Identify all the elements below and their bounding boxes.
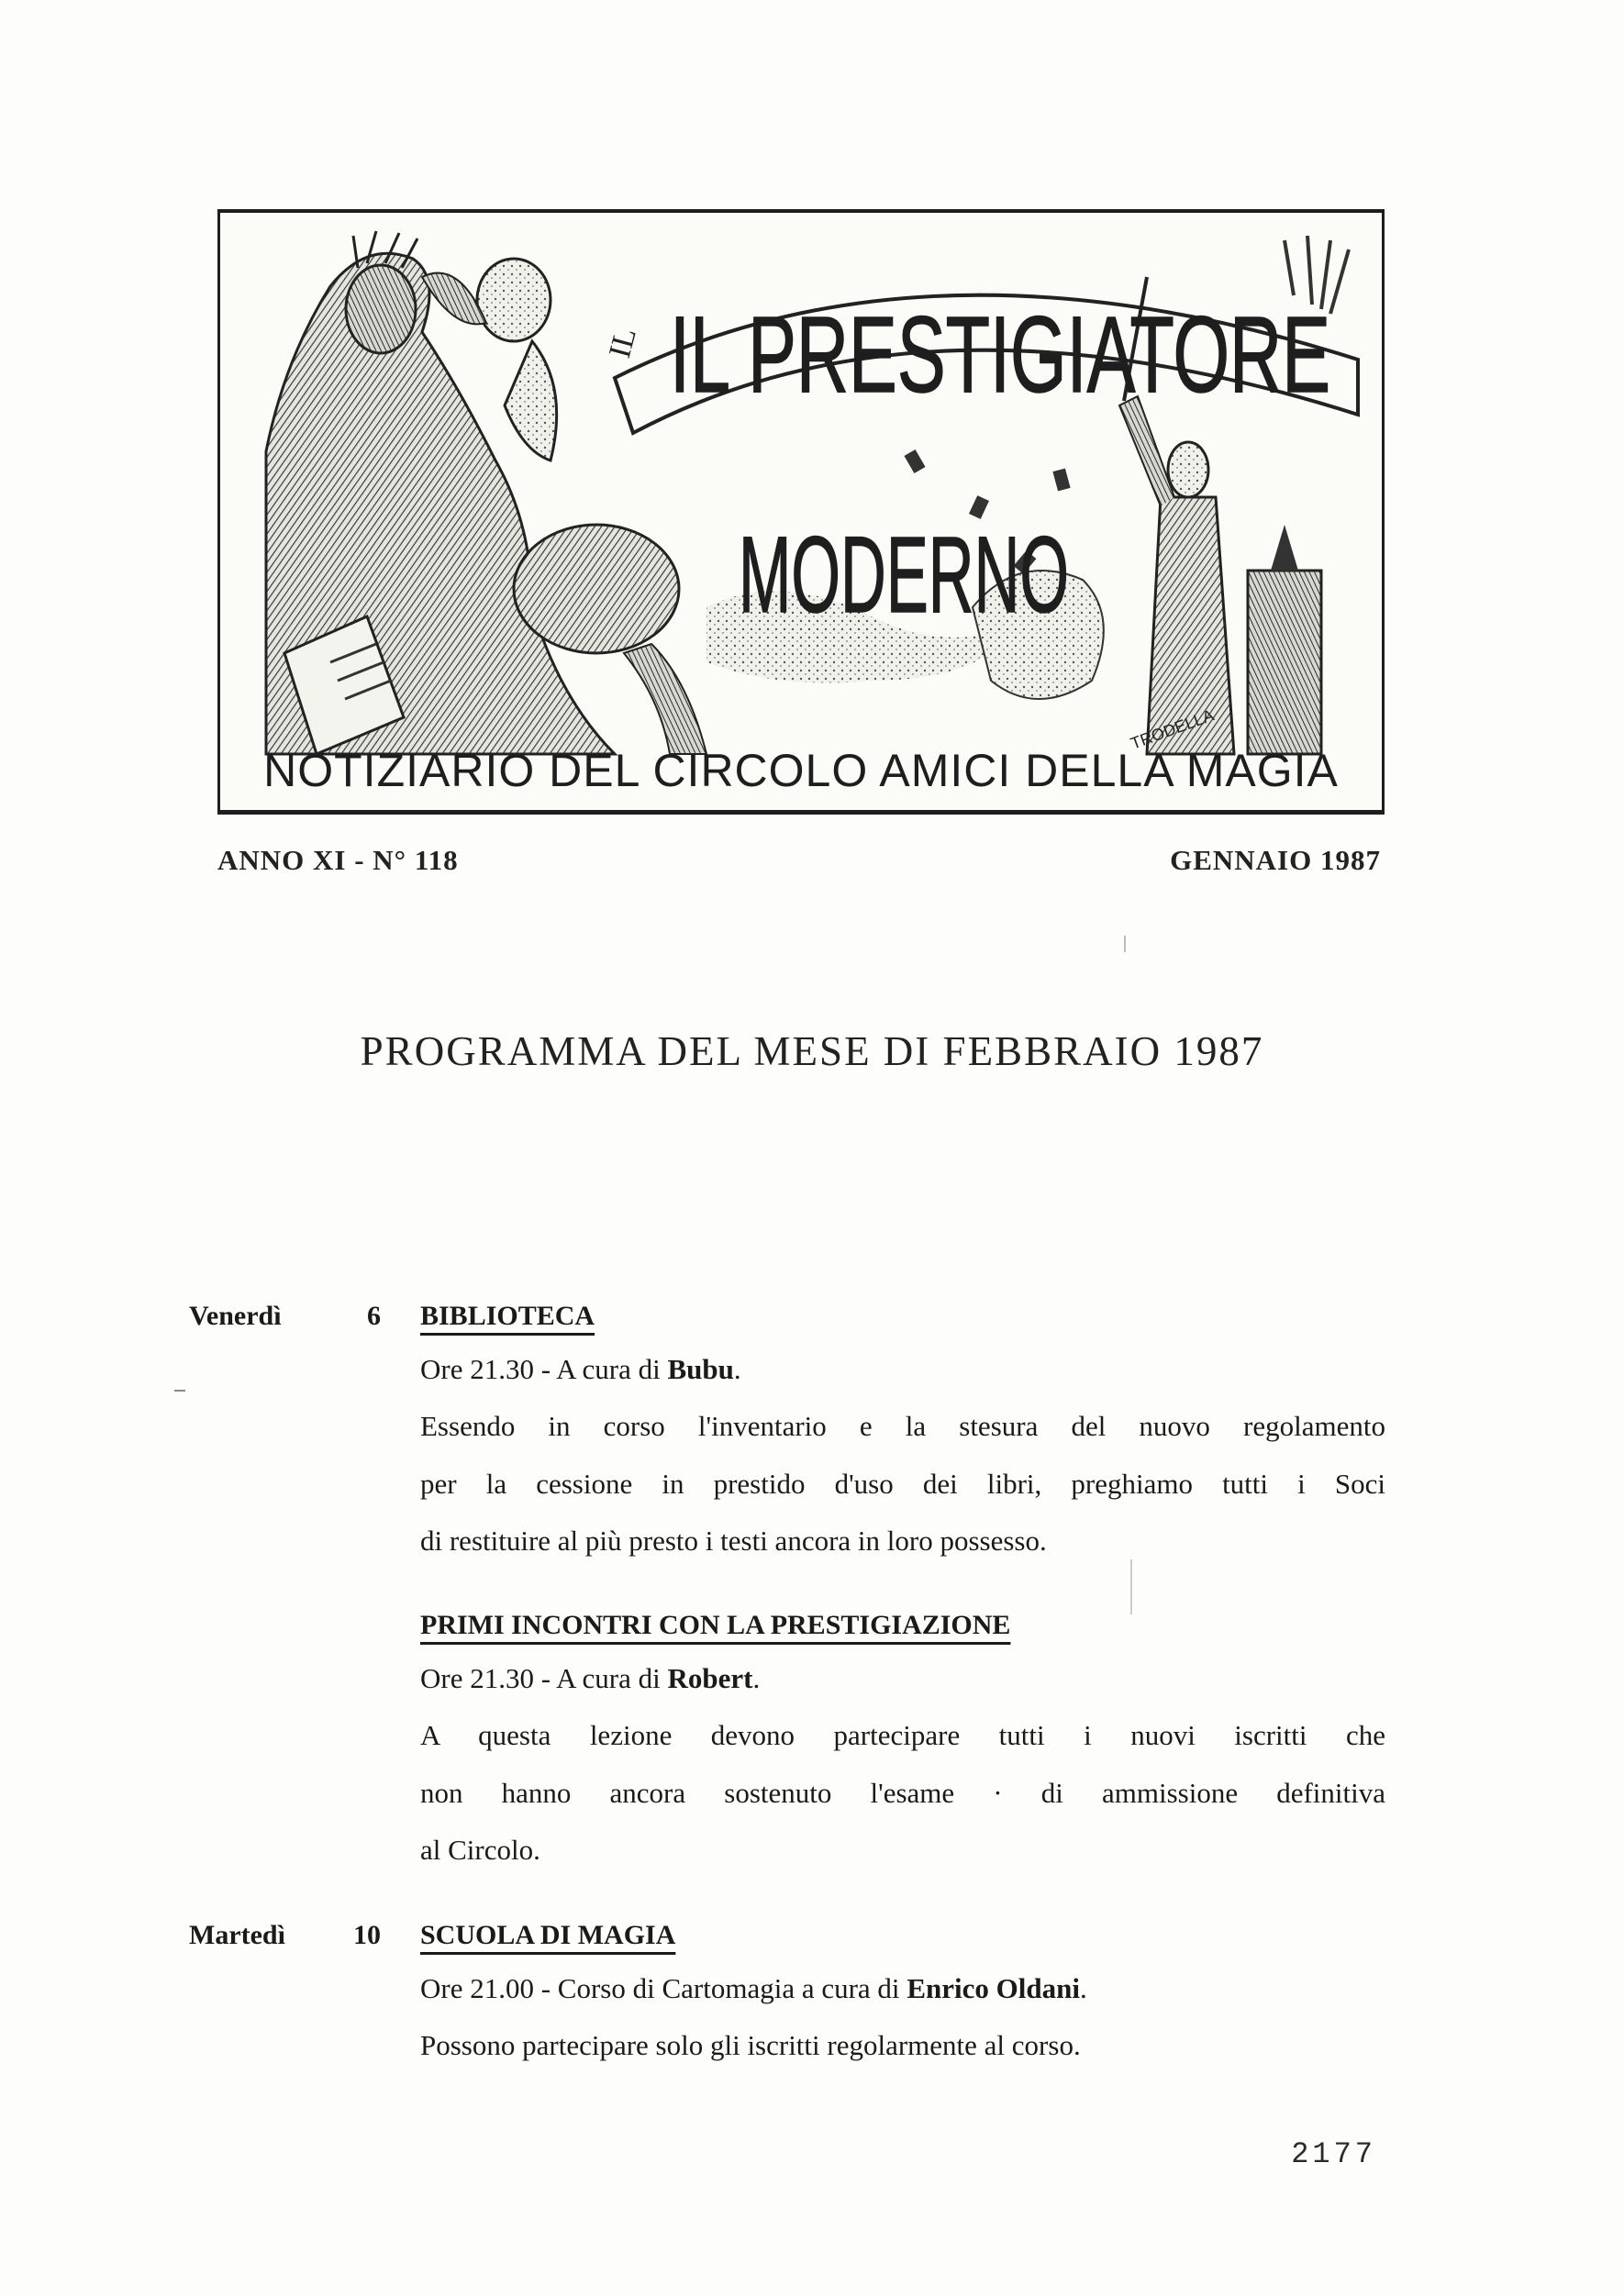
organizer-name: Bubu [667, 1353, 734, 1385]
event-time-line [420, 1353, 741, 1386]
scan-mark [174, 1390, 185, 1392]
page-title: PROGRAMMA DEL MESE DI FEBBRAIO 1987 [360, 1028, 1264, 1074]
woman-figure-icon [266, 231, 615, 754]
event-title: SCUOLA DI MAGIA [420, 1920, 676, 1950]
event-body-line: non hanno ancora sostenuto l'esame · di ammissione definitiva [420, 1777, 1385, 1809]
event-day: Venerdì [189, 1301, 282, 1331]
event-body-line: Possono partecipare solo gli iscritti regolarmente al corso. [420, 2029, 1081, 2061]
masthead-subtitle: NOTIZIARIO DEL CIRCOLO AMICI DELLA MAGIA [263, 745, 1339, 796]
event-body-line: per la cessione in prestido d'uso dei libri, preghiamo tutti i Soci [420, 1468, 1385, 1500]
event-time-line [420, 1662, 760, 1695]
masthead-title-line2: MODERNO [739, 515, 1069, 636]
artist-signature: TRODELLA [1128, 705, 1217, 753]
event-body-line: A questa lezione devono partecipare tutti i nuovi iscritti che [420, 1719, 1385, 1751]
organizer-name: Enrico Oldani [907, 1972, 1080, 2004]
event-time-line [420, 1972, 1087, 2005]
event-title: PRIMI INCONTRI CON LA PRESTIGIAZIONE [420, 1610, 1011, 1640]
event-body-line: Essendo in corso l'inventario e la stesura del nuovo regolamento [420, 1410, 1385, 1442]
masthead-illustration [229, 222, 1376, 763]
issue-date: GENNAIO 1987 [1170, 844, 1381, 876]
time-text-end: . [752, 1662, 761, 1694]
masthead-title-prefix: IL [602, 324, 644, 362]
time-text-end: . [733, 1353, 741, 1385]
time-text: Ore 21.30 - A cura di [420, 1353, 668, 1385]
event-date: 6 [367, 1301, 381, 1331]
scan-mark [1130, 1559, 1132, 1614]
event-body-line: al Circolo. [420, 1834, 540, 1866]
event-title: BIBLIOTECA [420, 1301, 595, 1331]
event-day: Martedì [189, 1920, 285, 1950]
time-text: Ore 21.00 - Corso di Cartomagia a cura di [420, 1972, 907, 2004]
masthead [217, 209, 1385, 815]
time-text-end: . [1079, 1972, 1087, 2004]
issue-number: ANNO XI - N° 118 [217, 844, 459, 876]
event-date: 10 [353, 1920, 381, 1950]
organizer-name: Robert [667, 1662, 753, 1694]
page-stamp-number: 2177 [1291, 2137, 1376, 2171]
masthead-title: IL PRESTIGIATORE [670, 294, 1330, 416]
time-text: Ore 21.30 - A cura di [420, 1662, 668, 1694]
event-body-line: di restituire al più presto i testi ancora in loro possesso. [420, 1525, 1047, 1557]
scan-mark [1124, 936, 1126, 952]
